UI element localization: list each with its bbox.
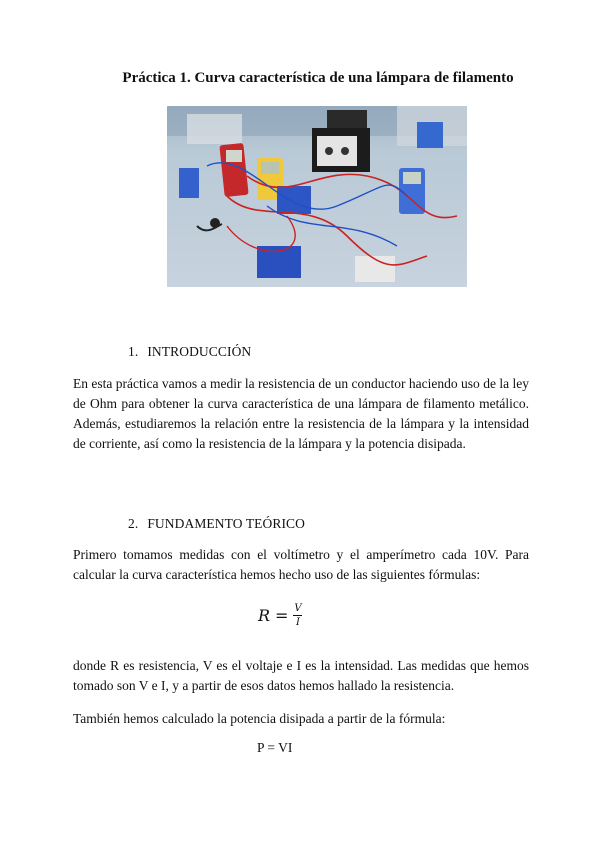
formula-denominator: I — [295, 617, 300, 628]
section-number: 2. — [128, 516, 139, 531]
section-heading-introduccion — [128, 344, 251, 360]
resistance-formula — [258, 603, 302, 628]
section-heading-fundamento — [128, 516, 305, 532]
formula-fraction — [293, 603, 302, 628]
formula-lhs: R — [258, 606, 271, 625]
formula-equals: = — [275, 606, 289, 625]
intro-paragraph: En esta práctica vamos a medir la resistencia de un conductor haciendo uso de la ley de Ohm para obtener la curva característica de una lámpara de filamento metálico. Además, estudiaremos la relación entre la resistencia de la lámpara y la intensidad de corriente, así como la resistencia de la lámpara y la potencia disipada. — [73, 376, 529, 451]
formula-numerator: V — [294, 603, 302, 614]
power-formula: P = VI — [257, 740, 293, 755]
fraction-bar — [293, 615, 302, 616]
lab-setup-photo — [167, 106, 467, 287]
fundamento-paragraph-3: También hemos calculado la potencia disipada a partir de la fórmula: — [73, 711, 446, 726]
section-title: FUNDAMENTO TEÓRICO — [147, 516, 306, 531]
section-title: INTRODUCCIÓN — [147, 344, 252, 359]
fundamento-paragraph-2: donde R es resistencia, V es el voltaje e I es la intensidad. Las medidas que hemos tomado son V e I, y a partir de esos datos hemos hallado la resistencia. — [73, 658, 529, 693]
fundamento-paragraph-1: Primero tomamos medidas con el voltímetro y el amperímetro cada 10V. Para calcular la curva característica hemos hecho uso de las siguientes fórmulas: — [73, 547, 529, 582]
section-number: 1. — [128, 344, 139, 359]
document-title: Práctica 1. Curva característica de una lámpara de filamento — [122, 70, 514, 86]
